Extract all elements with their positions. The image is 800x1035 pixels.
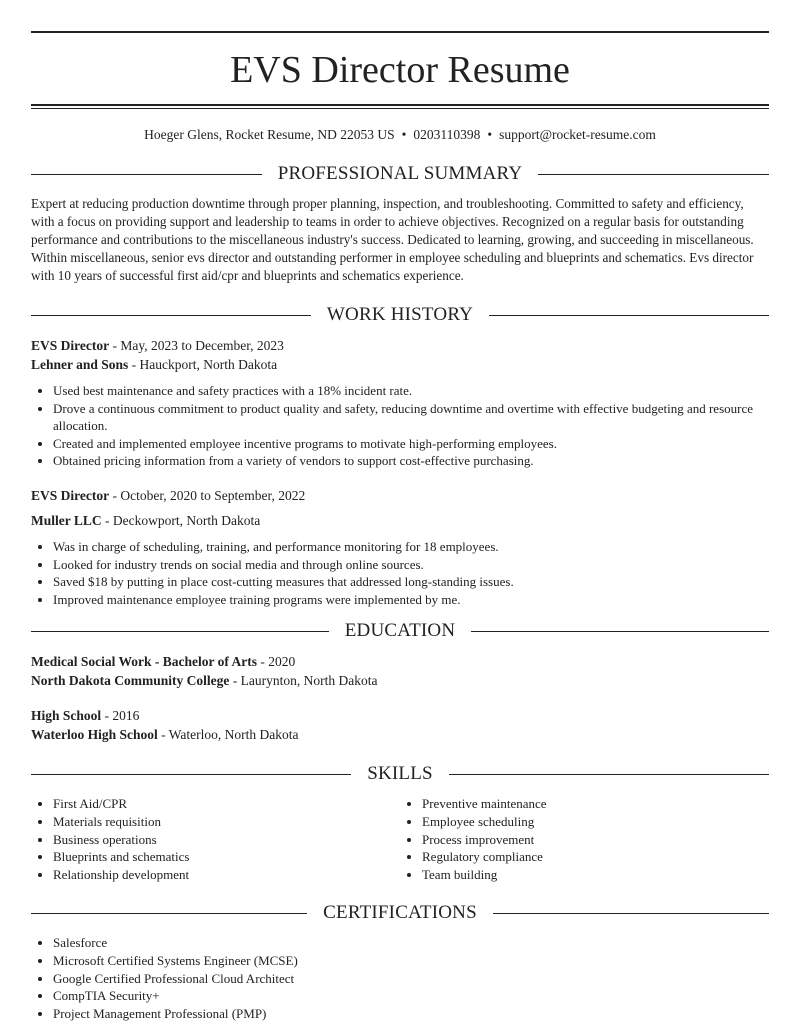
list-item: • Preventive maintenance	[422, 795, 769, 813]
list-item: • Created and implemented employee incentive programs to motivate high-performing employees.	[53, 435, 769, 453]
job-dates: - May, 2023 to December, 2023	[109, 338, 284, 353]
list-item: • Was in charge of scheduling, training, and performance monitoring for 18 employees.	[53, 538, 769, 556]
list-item: • Google Certified Professional Cloud Architect	[53, 970, 769, 988]
job-company: Lehner and Sons	[31, 357, 129, 372]
section-title: CERTIFICATIONS	[323, 902, 477, 924]
education-entry	[31, 652, 769, 690]
job-bullets	[31, 538, 769, 608]
contact-separator: •	[401, 127, 407, 142]
section-header-work	[31, 304, 769, 326]
section-header-certifications	[31, 902, 769, 924]
education-year: - 2020	[256, 654, 296, 670]
section-header-skills	[31, 763, 769, 785]
job-location: - Hauckport, North Dakota	[128, 357, 278, 372]
section-header-education	[31, 620, 769, 642]
job-bullets	[31, 382, 769, 470]
contact-email: support@rocket-resume.com	[499, 127, 656, 142]
list-item: • Salesforce	[53, 934, 769, 952]
section-rule	[489, 315, 769, 316]
list-item: • Relationship development	[53, 866, 400, 884]
list-item: • Obtained pricing information from a variety of vendors to support cost-effective purchasing.	[53, 452, 769, 470]
section-title: PROFESSIONAL SUMMARY	[277, 163, 523, 184]
contact-address: Hoeger Glens, Rocket Resume, ND 22053 US	[144, 127, 395, 142]
job-title-line	[31, 336, 769, 355]
section-title: EDUCATION	[344, 620, 456, 642]
job-company-line	[31, 355, 769, 374]
section-rule	[471, 631, 769, 632]
section-rule	[31, 913, 307, 914]
list-item: • Microsoft Certified Systems Engineer (MCSE)	[53, 952, 769, 970]
skills-grid	[31, 795, 769, 883]
list-item: • Saved $18 by putting in place cost-cutting measures that addressed long-standing issues.	[53, 573, 769, 591]
section-rule	[449, 774, 769, 775]
job-location: - Deckowport, North Dakota	[101, 512, 261, 528]
list-item: • First Aid/CPR	[53, 795, 400, 813]
section-title: WORK HISTORY	[326, 304, 474, 325]
summary-text: Expert at reducing production downtime through proper planning, inspection, and troubleshooting. Committed to safety and efficiency, with a focus on providing support and leadership to teams in order to achieve objectives. Recognized on a regular basis for outstanding performance and contributions to the miscellaneous industry's success. Dedicated to learning, growing, and succeeding in miscellaneous. Within miscellaneous, senior evs director and outstanding performer in employee scheduling and blueprints and schematics. Evs director with 10 years of successful first aid/cpr and blueprints and schematics experience.	[31, 196, 754, 283]
list-item: • Business operations	[53, 831, 400, 849]
section-rule	[31, 631, 329, 632]
education-school: North Dakota Community College	[31, 673, 230, 689]
list-item: • Regulatory compliance	[422, 848, 769, 866]
job-title-line	[31, 486, 769, 505]
list-item: • Process improvement	[422, 831, 769, 849]
top-rule	[31, 31, 769, 33]
resume-page	[31, 0, 769, 1022]
title-double-rule	[31, 104, 769, 109]
job-title: EVS Director	[31, 338, 110, 353]
education-location: - Laurynton, North Dakota	[229, 673, 378, 689]
list-item: • Drove a continuous commitment to product quality and safety, reducing downtime and overtime with effective budgeting and resource allocation.	[53, 400, 769, 435]
section-rule	[493, 913, 769, 914]
job-company: Muller LLC	[31, 512, 102, 528]
list-item: • CompTIA Security+	[53, 987, 769, 1005]
resume-title: EVS Director Resume	[230, 49, 570, 91]
job-entry	[31, 486, 769, 608]
education-school-line	[31, 725, 769, 744]
section-rule	[31, 174, 262, 175]
job-title: EVS Director	[31, 487, 110, 503]
section-rule	[538, 174, 769, 175]
list-item: • Materials requisition	[53, 813, 400, 831]
section-rule	[31, 774, 351, 775]
education-degree-line	[31, 706, 769, 725]
section-rule	[31, 315, 311, 316]
list-item: • Looked for industry trends on social media and through online sources.	[53, 556, 769, 574]
contact-phone: 0203110398	[413, 127, 481, 142]
list-item: • Employee scheduling	[422, 813, 769, 831]
certifications-list	[31, 934, 769, 1022]
contact-separator: •	[487, 127, 493, 142]
job-dates: - October, 2020 to September, 2022	[109, 487, 306, 503]
education-degree: Medical Social Work - Bachelor of Arts	[31, 654, 257, 670]
list-item: • Project Management Professional (PMP)	[53, 1005, 769, 1023]
education-school: Waterloo High School	[31, 727, 158, 743]
skills-list-right	[400, 795, 769, 883]
skills-list-left	[31, 795, 400, 883]
job-entry	[31, 336, 769, 470]
list-item: • Team building	[422, 866, 769, 884]
education-location: - Waterloo, North Dakota	[157, 727, 299, 743]
education-degree-line	[31, 652, 769, 671]
list-item: • Blueprints and schematics	[53, 848, 400, 866]
education-entry	[31, 706, 769, 744]
education-school-line	[31, 671, 769, 690]
education-year: - 2016	[101, 708, 140, 724]
list-item: • Used best maintenance and safety practices with a 18% incident rate.	[53, 382, 769, 400]
section-header-summary	[31, 163, 769, 185]
contact-line	[31, 126, 769, 144]
list-item: • Improved maintenance employee training programs were implemented by me.	[53, 591, 769, 609]
section-title: SKILLS	[367, 763, 433, 785]
education-degree: High School	[31, 708, 102, 724]
job-company-line	[31, 511, 769, 530]
